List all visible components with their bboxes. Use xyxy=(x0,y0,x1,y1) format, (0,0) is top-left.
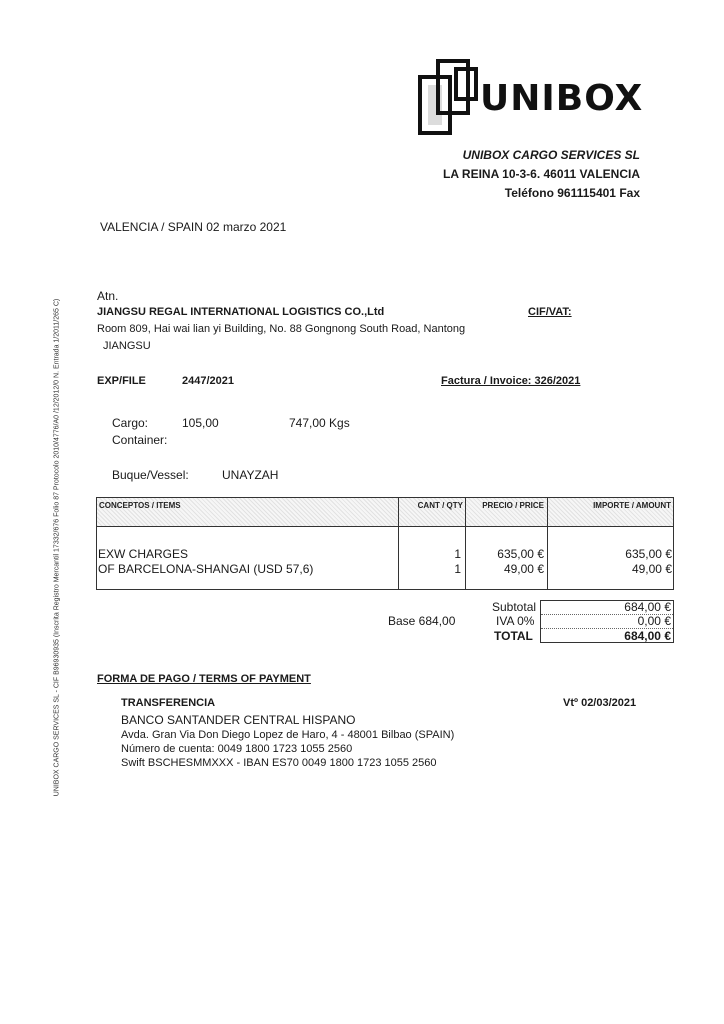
recipient-address-line2: JIANGSU xyxy=(103,340,151,352)
header-price: PRECIO / PRICE xyxy=(482,501,544,510)
payment-terms-heading: FORMA DE PAGO / TERMS OF PAYMENT xyxy=(97,673,311,685)
cargo-quantity: 105,00 xyxy=(182,416,219,430)
place-date: VALENCIA / SPAIN 02 marzo 2021 xyxy=(100,220,287,234)
column-divider xyxy=(547,498,548,589)
table-row-price: 49,00 € xyxy=(503,562,544,576)
container-label: Container: xyxy=(112,433,168,447)
invoice-number: Factura / Invoice: 326/2021 xyxy=(441,375,581,387)
payment-method: TRANSFERENCIA xyxy=(121,697,216,709)
header-qty: CANT / QTY xyxy=(417,501,463,510)
recipient-name: JIANGSU REGAL INTERNATIONAL LOGISTICS CO.,Ltd xyxy=(97,306,385,318)
subtotal-label: Subtotal xyxy=(492,600,537,614)
header-concept: CONCEPTOS / ITEMS xyxy=(99,501,181,510)
company-name: UNIBOX CARGO SERVICES SL xyxy=(462,148,640,162)
total-value: 684,00 € xyxy=(624,629,671,643)
table-row-concept: OF BARCELONA-SHANGAI (USD 57,6) xyxy=(98,562,314,576)
logo-wordmark: UNIBOX xyxy=(480,78,644,119)
table-row-amount: 49,00 € xyxy=(631,562,672,576)
table-row-qty: 1 xyxy=(454,562,461,576)
total-label: TOTAL xyxy=(494,629,533,643)
cargo-label: Cargo: xyxy=(112,416,149,430)
vessel-name: UNAYZAH xyxy=(222,468,279,482)
base-label: Base 684,00 xyxy=(388,614,456,628)
column-divider xyxy=(398,498,399,589)
company-address: LA REINA 10-3-6. 46011 VALENCIA xyxy=(443,167,640,181)
side-registration-note: UNIBOX CARGO SERVICES SL - CIF B96930935 (Inscrita Registro Mercantil 17332/676 Folio 87 Protocolo 2010/4776/A0 /12/2012/0 N. Entrada 1/2011/265 C) xyxy=(53,298,61,797)
iva-value: 0,00 € xyxy=(637,614,671,628)
payment-due-date: Vtº 02/03/2021 xyxy=(563,697,637,709)
recipient-address-line1: Room 809, Hai wai lian yi Building, No. 88 Gongnong South Road, Nantong xyxy=(97,323,466,335)
table-row-concept: EXW CHARGES xyxy=(98,547,189,561)
bank-name: BANCO SANTANDER CENTRAL HISPANO xyxy=(121,713,356,727)
cif-vat-label: CIF/VAT: xyxy=(528,306,572,318)
column-divider xyxy=(465,498,466,589)
company-block xyxy=(440,146,640,203)
swift-iban: Swift BSCHESMMXXX - IBAN ES70 0049 1800 1723 1055 2560 xyxy=(121,757,437,769)
header-amount: IMPORTE / AMOUNT xyxy=(593,501,671,510)
exp-file-number: 2447/2021 xyxy=(182,375,234,387)
table-row-qty: 1 xyxy=(454,547,461,561)
iva-label: IVA 0% xyxy=(496,614,535,628)
vessel-label: Buque/Vessel: xyxy=(112,468,189,482)
cargo-weight: 747,00 Kgs xyxy=(289,416,350,430)
subtotal-value: 684,00 € xyxy=(624,600,671,614)
bank-address: Avda. Gran Via Don Diego Lopez de Haro, 4 - 48001 Bilbao (SPAIN) xyxy=(121,729,455,741)
attn-label: Atn. xyxy=(97,289,119,303)
exp-file-label: EXP/FILE xyxy=(97,375,146,387)
items-table xyxy=(96,497,674,590)
table-row-price: 635,00 € xyxy=(497,547,544,561)
bank-account-number: Número de cuenta: 0049 1800 1723 1055 2560 xyxy=(121,743,353,755)
company-phone: Teléfono 961115401 Fax xyxy=(504,186,640,200)
table-row-amount: 635,00 € xyxy=(625,547,672,561)
